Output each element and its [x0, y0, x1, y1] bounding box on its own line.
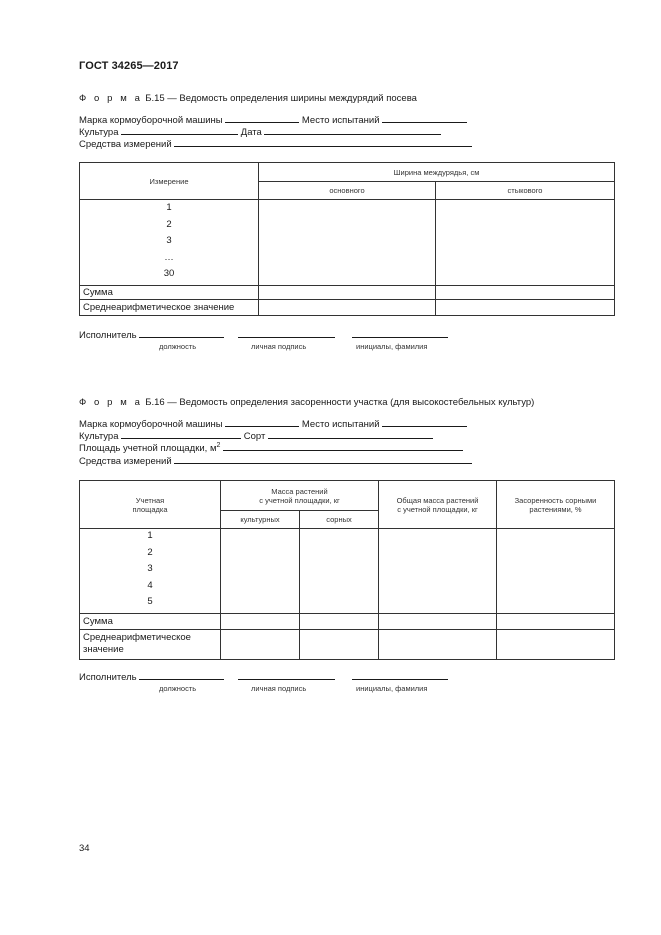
form15-date-label: Дата	[240, 127, 262, 138]
form16-sum-label: Сумма	[80, 613, 221, 629]
form16-title-text: — Ведомость определения засоренности участка (для высокостебельных культур)	[167, 397, 535, 408]
form16-col-plot-line2: площадка	[132, 504, 168, 514]
form16-row-number: 1	[147, 530, 153, 541]
page-number: 34	[79, 843, 90, 854]
form16-sum-weeds-cell[interactable]	[300, 613, 379, 629]
form16-col-weediness	[497, 481, 615, 529]
form16-label: Ф о р м а	[79, 397, 143, 408]
form15-col-width-group: Ширина междурядья, см	[259, 163, 615, 182]
form16-sum-cultivated-cell[interactable]	[221, 613, 300, 629]
form16-mean-line2: значение	[83, 644, 124, 655]
form16-position-blank[interactable]	[139, 670, 224, 680]
form16-col-plot-line1: Учетная	[135, 495, 165, 505]
form15-sum-joint-cell[interactable]	[436, 285, 615, 299]
form15-crop-label: Культура	[79, 127, 119, 138]
form16-weeds-values-cell[interactable]	[300, 529, 379, 614]
form16-code: Б.16	[145, 397, 165, 408]
form16-mean-label	[80, 629, 221, 659]
form16-mean-weeds-cell[interactable]	[300, 629, 379, 659]
form16-mean-cultivated-cell[interactable]	[221, 629, 300, 659]
form15-initials-caption: инициалы, фамилия	[356, 342, 428, 351]
form16-field-row-4	[79, 454, 472, 467]
form15-title	[79, 93, 417, 104]
form15-mean-label: Среднеарифметическое значение	[80, 299, 259, 315]
form16-col-total-line1: Общая масса растений	[396, 495, 479, 505]
form16-col-mass-line2: с учетной площадки, кг	[259, 495, 340, 505]
form15-row-number: 30	[163, 268, 175, 279]
form15-row-number: 2	[166, 218, 172, 230]
form16-instruments-blank[interactable]	[174, 454, 472, 464]
form16-row-number: 3	[147, 563, 153, 574]
form16-col-mass-group	[221, 481, 379, 511]
form15-position-blank[interactable]	[139, 328, 224, 338]
form15-col-joint: стыкового	[436, 182, 615, 200]
form15-code: Б.15	[145, 93, 165, 104]
form15-row-number: 1	[166, 202, 172, 213]
form15-table	[79, 162, 615, 316]
form15-position-caption: должность	[159, 342, 197, 351]
form15-signature-row	[79, 328, 448, 341]
form16-crop-blank[interactable]	[121, 429, 241, 439]
form16-col-total-mass	[379, 481, 497, 529]
form15-row-number: …	[164, 251, 174, 263]
form15-label: Ф о р м а	[79, 93, 143, 104]
form16-area-blank[interactable]	[223, 441, 463, 451]
form15-col-measurement: Измерение	[80, 163, 259, 200]
form16-mean-weediness-cell[interactable]	[497, 629, 615, 659]
form16-col-weeds: сорных	[300, 511, 379, 529]
form16-variety-blank[interactable]	[268, 429, 433, 439]
form16-col-weediness-line2: растениями, %	[529, 504, 582, 514]
form16-col-cultivated: культурных	[221, 511, 300, 529]
form16-area-unit-superscript: 2	[216, 441, 221, 449]
form16-col-mass-line1: Масса растений	[271, 486, 328, 496]
form15-sum-main-cell[interactable]	[259, 285, 436, 299]
form15-mean-joint-cell[interactable]	[436, 299, 615, 315]
form15-field-row-3	[79, 137, 472, 150]
form16-test-place-blank[interactable]	[382, 417, 467, 427]
form15-main-values-cell[interactable]	[259, 200, 436, 286]
form15-date-blank[interactable]	[264, 125, 441, 135]
form16-crop-label: Культура	[79, 431, 119, 442]
form16-table	[79, 480, 615, 660]
form15-sum-label: Сумма	[80, 285, 259, 299]
form15-signature-caption: личная подпись	[251, 342, 307, 351]
form15-crop-blank[interactable]	[121, 125, 238, 135]
form16-col-total-line2: с учетной площадки, кг	[397, 504, 478, 514]
form15-performer-label: Исполнитель	[79, 330, 137, 341]
form15-measurement-numbers	[80, 200, 259, 286]
document-header: ГОСТ 34265—2017	[79, 60, 179, 72]
form15-title-text: — Ведомость определения ширины междурядий посева	[167, 93, 417, 104]
form15-instruments-blank[interactable]	[174, 137, 472, 147]
form16-mean-line1: Среднеарифметическое	[83, 632, 191, 643]
form15-machine-brand-label: Марка кормоуборочной машины	[79, 115, 223, 126]
form16-row-number: 2	[147, 546, 153, 558]
form15-signature-blank[interactable]	[238, 328, 335, 338]
form16-variety-label: Сорт	[243, 431, 266, 442]
form16-row-number: 5	[147, 596, 153, 607]
form16-machine-brand-label: Марка кормоуборочной машины	[79, 419, 223, 430]
form16-signature-row	[79, 670, 448, 683]
form16-plot-numbers	[80, 529, 221, 614]
form16-initials-caption: инициалы, фамилия	[356, 684, 428, 693]
form16-col-plot	[80, 481, 221, 529]
form16-performer-label: Исполнитель	[79, 672, 137, 683]
form16-row-number: 4	[147, 579, 153, 591]
form16-col-weediness-line1: Засоренность сорными	[514, 495, 597, 505]
form16-title	[79, 397, 534, 408]
form15-instruments-label: Средства измерений	[79, 139, 172, 150]
form16-sum-weediness-cell[interactable]	[497, 613, 615, 629]
form15-mean-main-cell[interactable]	[259, 299, 436, 315]
form16-test-place-label: Место испытаний	[301, 419, 380, 430]
form16-mean-total-cell[interactable]	[379, 629, 497, 659]
form16-sum-total-cell[interactable]	[379, 613, 497, 629]
form15-test-place-blank[interactable]	[382, 113, 467, 123]
form15-machine-brand-blank[interactable]	[225, 113, 299, 123]
form15-initials-blank[interactable]	[352, 328, 448, 338]
form16-total-values-cell[interactable]	[379, 529, 497, 614]
form15-joint-values-cell[interactable]	[436, 200, 615, 286]
form16-cultivated-values-cell[interactable]	[221, 529, 300, 614]
form16-instruments-label: Средства измерений	[79, 456, 172, 467]
form15-row-number: 3	[166, 235, 172, 246]
form16-field-row-3	[79, 441, 463, 454]
form16-machine-brand-blank[interactable]	[225, 417, 299, 427]
form16-weediness-values-cell[interactable]	[497, 529, 615, 614]
form16-signature-blank[interactable]	[238, 670, 335, 680]
form16-position-caption: должность	[159, 684, 197, 693]
form16-area-label: Площадь учетной площадки, м	[79, 443, 217, 454]
form15-test-place-label: Место испытаний	[301, 115, 380, 126]
form16-signature-caption: личная подпись	[251, 684, 307, 693]
form16-initials-blank[interactable]	[352, 670, 448, 680]
form15-col-main: основного	[259, 182, 436, 200]
